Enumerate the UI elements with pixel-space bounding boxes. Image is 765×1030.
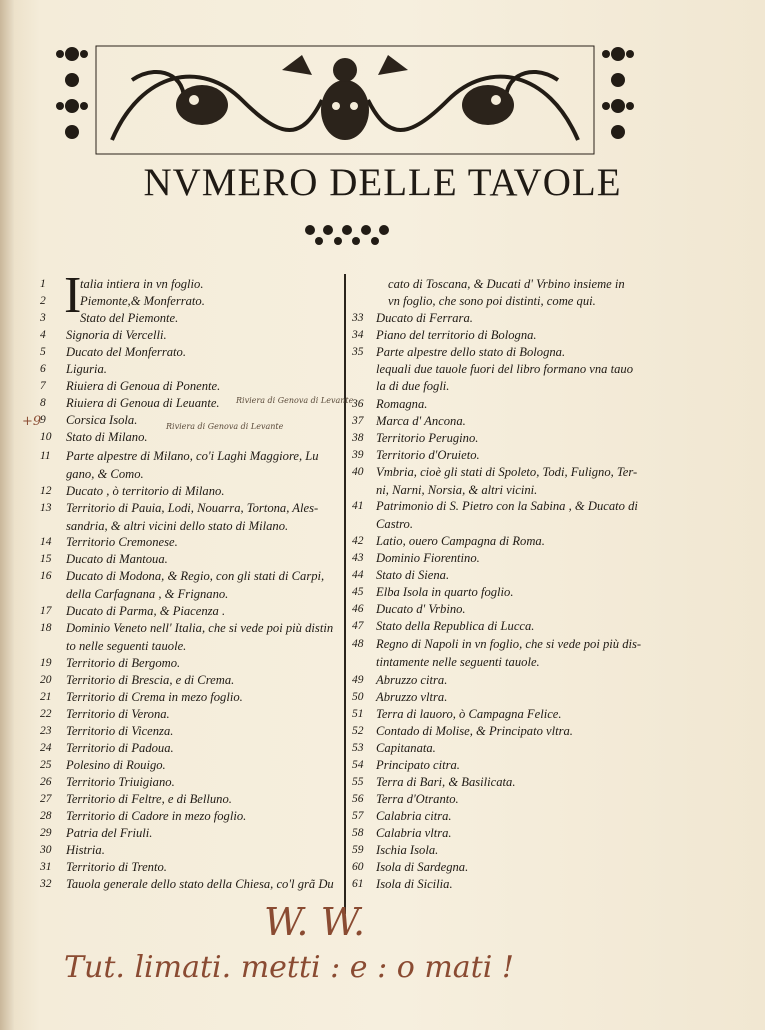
left-entry-number: 4: [40, 329, 46, 341]
left-entry-number: 17: [40, 605, 52, 617]
left-entry-number: 23: [40, 725, 52, 737]
right-entry-number: 41: [352, 500, 364, 512]
handwritten-note-9: Riviera di Genova di Levante: [166, 422, 284, 431]
left-entry-text: Riuiera di Genoua di Ponente.: [66, 379, 221, 393]
left-entry-text: Patria del Friuli.: [66, 826, 153, 840]
left-entry-number: 10: [40, 431, 52, 443]
left-entry-number: 18: [40, 622, 52, 634]
right-entry-text: Terra di lauoro, ò Campagna Felice.: [376, 707, 562, 721]
left-entry-number: 19: [40, 657, 52, 669]
left-entry-number: 13: [40, 502, 52, 514]
right-entry-number: 61: [352, 878, 364, 890]
right-entry-text: Isola di Sicilia.: [376, 877, 453, 891]
signature-initials: W. W.: [264, 900, 366, 944]
right-entry-text: Calabria citra.: [376, 809, 452, 823]
right-entry-text: Territorio Perugino.: [376, 431, 479, 445]
right-continuation-48: tintamente nelle seguenti tauole.: [376, 655, 540, 669]
left-entry-number: 14: [40, 536, 52, 548]
left-entry-text: Piemonte,& Monferrato.: [80, 294, 205, 308]
right-entry-text: Ducato di Ferrara.: [376, 311, 473, 325]
handwritten-note-8: Riviera di Genova di Levante: [236, 396, 354, 405]
left-entry-number: 8: [40, 397, 46, 409]
right-entry-text: Romagna.: [376, 397, 428, 411]
left-entry-text: Territorio di Feltre, e di Belluno.: [66, 792, 232, 806]
left-entry-text: Dominio Veneto nell' Italia, che si vede poi più distin: [66, 621, 334, 635]
left-entry-number: 21: [40, 691, 52, 703]
left-entry-text: Ducato di Parma, & Piacenza .: [66, 604, 226, 618]
right-entry-text: Marca d' Ancona.: [376, 414, 466, 428]
left-entry-text: talia intiera in vn foglio.: [80, 277, 204, 291]
right-entry-number: 49: [352, 674, 364, 686]
left-entry-text: Territorio di Brescia, e di Crema.: [66, 673, 235, 687]
right-continuation-35a: lequali due tauole fuori del libro formano vna tauo: [376, 362, 633, 376]
right-entry-text: Piano del territorio di Bologna.: [376, 328, 537, 342]
right-entry-number: 55: [352, 776, 364, 788]
left-entry-number: 2: [40, 295, 46, 307]
left-entry-number: 29: [40, 827, 52, 839]
left-entry-text: Territorio di Pauia, Lodi, Nouarra, Tortona, Ales-: [66, 501, 319, 515]
right-entry-text: Principato citra.: [376, 758, 460, 772]
left-entry-number: 30: [40, 844, 52, 856]
left-entry-number: 24: [40, 742, 52, 754]
right-entry-number: 48: [352, 638, 364, 650]
left-entry-text: Territorio di Bergomo.: [66, 656, 181, 670]
margin-mark-9: +9: [22, 414, 42, 429]
left-continuation-11: gano, & Como.: [66, 467, 144, 481]
left-entry-number: 11: [40, 450, 51, 462]
right-entry-number: 45: [352, 586, 364, 598]
left-entry-number: 15: [40, 553, 52, 565]
right-entry-number: 46: [352, 603, 364, 615]
right-entry-number: 39: [352, 449, 364, 461]
left-entry-text: Ducato , ò territorio di Milano.: [66, 484, 225, 498]
right-continuation-40: ni, Narni, Norsia, & altri vicini.: [376, 483, 538, 497]
right-entry-number: 53: [352, 742, 364, 754]
right-continuation-35b: la di due fogli.: [376, 379, 450, 393]
right-entry-text: Patrimonio di S. Pietro con la Sabina , & Ducato di: [376, 499, 638, 513]
right-entry-number: 47: [352, 620, 364, 632]
left-entry-number: 6: [40, 363, 46, 375]
ornamental-headpiece: [52, 40, 638, 158]
right-entry-number: 44: [352, 569, 364, 581]
left-entry-text: Territorio di Cadore in mezo foglio.: [66, 809, 247, 823]
left-entry-number: 7: [40, 380, 46, 392]
left-entry-number: 9: [40, 414, 46, 426]
right-top-line-1: cato di Toscana, & Ducati d' Vrbino insieme in: [388, 277, 625, 291]
left-entry-text: Territorio Cremonese.: [66, 535, 178, 549]
right-entry-number: 38: [352, 432, 364, 444]
left-entry-number: 28: [40, 810, 52, 822]
right-entry-number: 42: [352, 535, 364, 547]
right-entry-text: Isola di Sardegna.: [376, 860, 469, 874]
right-entry-text: Calabria vltra.: [376, 826, 452, 840]
left-entry-text: Stato di Milano.: [66, 430, 148, 444]
left-entry-number: 16: [40, 570, 52, 582]
right-entry-text: Contado di Molise, & Principato vltra.: [376, 724, 573, 738]
left-entry-text: Territorio di Trento.: [66, 860, 167, 874]
page-title: NVMERO DELLE TAVOLE: [143, 161, 622, 204]
right-entry-text: Terra di Bari, & Basilicata.: [376, 775, 516, 789]
right-entry-number: 54: [352, 759, 364, 771]
right-entry-number: 35: [352, 346, 364, 358]
left-continuation-13: sandria, & altri vicini dello stato di Milano.: [66, 519, 289, 533]
left-entry-text: Territorio di Verona.: [66, 707, 170, 721]
left-entry-number: 1: [40, 278, 46, 290]
right-entry-number: 36: [352, 398, 364, 410]
right-entry-text: Territorio d'Oruieto.: [376, 448, 480, 462]
left-entry-number: 12: [40, 485, 52, 497]
right-entry-number: 56: [352, 793, 364, 805]
right-entry-text: Ischia Isola.: [376, 843, 439, 857]
left-continuation-18: to nelle seguenti tauole.: [66, 639, 187, 653]
left-entry-number: 25: [40, 759, 52, 771]
left-entry-text: Territorio Triuigiano.: [66, 775, 175, 789]
left-entry-text: Riuiera di Genoua di Leuante.: [66, 396, 220, 410]
left-entry-text: Ducato di Modona, & Regio, con gli stati di Carpi,: [66, 569, 325, 583]
right-entry-number: 33: [352, 312, 364, 324]
right-entry-number: 58: [352, 827, 364, 839]
handwritten-bottom-line: Tut. limati. metti : e : o mati !: [64, 950, 514, 985]
left-entry-number: 5: [40, 346, 46, 358]
left-entry-number: 26: [40, 776, 52, 788]
right-entry-text: Abruzzo citra.: [376, 673, 448, 687]
left-entry-number: 20: [40, 674, 52, 686]
right-entry-number: 37: [352, 415, 364, 427]
left-entry-text: Stato del Piemonte.: [80, 311, 179, 325]
right-continuation-41: Castro.: [376, 517, 413, 531]
left-entry-text: Corsica Isola.: [66, 413, 138, 427]
right-entry-text: Dominio Fiorentino.: [376, 551, 480, 565]
drop-cap: I: [64, 267, 82, 324]
left-continuation-16: della Carfagnana , & Frignano.: [66, 587, 229, 601]
right-entry-number: 59: [352, 844, 364, 856]
right-entry-text: Capitanata.: [376, 741, 436, 755]
left-entry-text: Liguria.: [66, 362, 107, 376]
left-entry-number: 31: [40, 861, 52, 873]
left-entry-text: Signoria di Vercelli.: [66, 328, 167, 342]
left-entry-text: Parte alpestre di Milano, co'i Laghi Maggiore, Lu: [66, 449, 319, 463]
left-entry-text: Tauola generale dello stato della Chiesa, co'l grã Du: [66, 877, 334, 891]
right-entry-text: Ducato d' Vrbino.: [376, 602, 466, 616]
left-entry-text: Ducato del Monferrato.: [66, 345, 186, 359]
left-entry-text: Territorio di Vicenza.: [66, 724, 174, 738]
right-entry-number: 50: [352, 691, 364, 703]
left-entry-text: Polesino di Rouigo.: [66, 758, 166, 772]
left-entry-number: 3: [40, 312, 46, 324]
right-entry-text: Latio, ouero Campagna di Roma.: [376, 534, 545, 548]
right-entry-text: Regno di Napoli in vn foglio, che si vede poi più dis-: [376, 637, 642, 651]
right-entry-number: 57: [352, 810, 364, 822]
left-entry-text: Territorio di Padoua.: [66, 741, 174, 755]
right-top-line-2: vn foglio, che sono poi distinti, come qui.: [388, 294, 596, 308]
right-entry-text: Vmbria, cioè gli stati di Spoleto, Todi, Fuligno, Ter-: [376, 465, 638, 479]
left-entry-text: Ducato di Mantoua.: [66, 552, 168, 566]
left-entry-number: 22: [40, 708, 52, 720]
right-entry-number: 60: [352, 861, 364, 873]
right-entry-number: 52: [352, 725, 364, 737]
fleuron-ornament: [302, 222, 392, 248]
right-entry-text: Elba Isola in quarto foglio.: [376, 585, 514, 599]
right-entry-text: Terra d'Otranto.: [376, 792, 459, 806]
right-entry-text: Stato di Siena.: [376, 568, 450, 582]
right-entry-text: Parte alpestre dello stato di Bologna.: [376, 345, 566, 359]
left-entry-text: Histria.: [66, 843, 105, 857]
right-entry-text: Stato della Republica di Lucca.: [376, 619, 535, 633]
right-entry-number: 34: [352, 329, 364, 341]
page-spine-shadow: [0, 0, 14, 1030]
right-entry-number: 43: [352, 552, 364, 564]
right-entry-number: 40: [352, 466, 364, 478]
right-entry-number: 51: [352, 708, 364, 720]
left-entry-number: 32: [40, 878, 52, 890]
left-entry-number: 27: [40, 793, 52, 805]
column-divider: [344, 274, 346, 914]
left-entry-text: Territorio di Crema in mezo foglio.: [66, 690, 243, 704]
right-entry-text: Abruzzo vltra.: [376, 690, 448, 704]
